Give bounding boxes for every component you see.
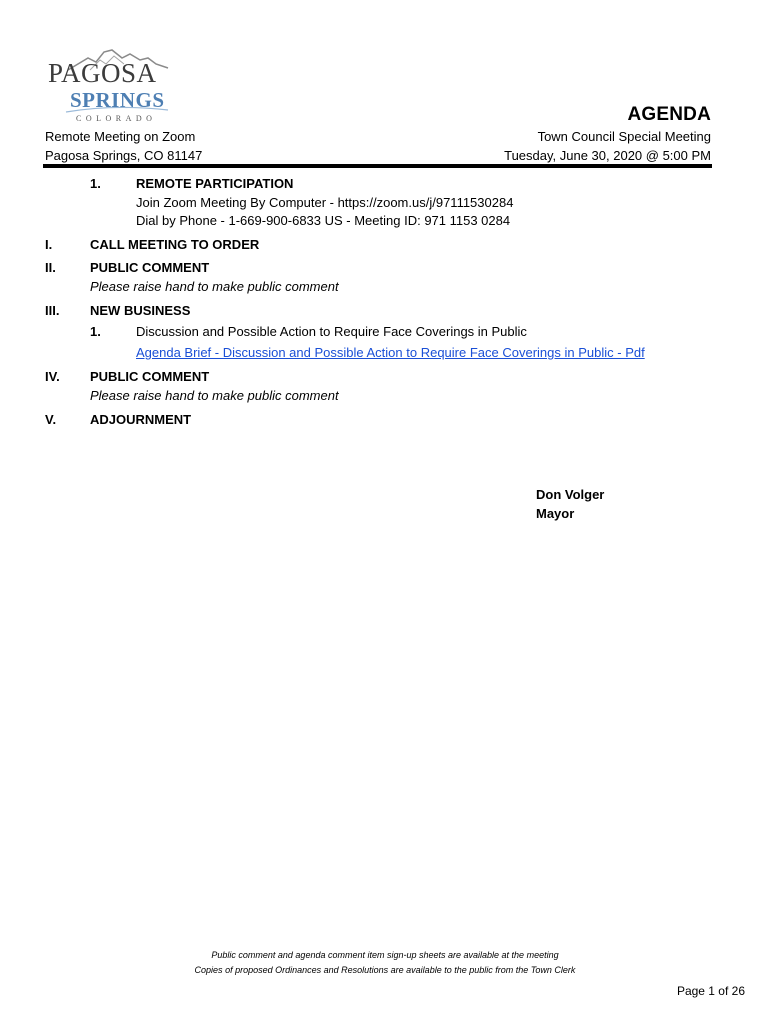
page-number: Page 1 of 26 <box>676 984 745 998</box>
section-title-adjournment: ADJOURNMENT <box>90 412 192 427</box>
section-note: Please raise hand to make public comment <box>90 279 339 294</box>
zoom-join-line: Join Zoom Meeting By Computer - https://zoom.us/j/97111530284 <box>136 195 514 210</box>
meeting-location: Remote Meeting on Zoom <box>45 129 196 144</box>
remote-item-number: 1. <box>90 176 101 191</box>
section-numeral: V. <box>45 412 57 427</box>
logo-colorado-text: COLORADO <box>76 114 157 123</box>
section-title-public-comment: PUBLIC COMMENT <box>90 260 210 275</box>
remote-item-title: REMOTE PARTICIPATION <box>136 176 294 191</box>
dial-in-line: Dial by Phone - 1-669-900-6833 US - Meeting ID: 971 1153 0284 <box>136 213 511 228</box>
section-numeral: I. <box>45 237 53 252</box>
section-numeral: III. <box>45 303 60 318</box>
meeting-type: Town Council Special Meeting <box>537 129 711 144</box>
signatory-title: Mayor <box>536 506 575 521</box>
header-divider <box>43 164 712 168</box>
town-logo <box>44 46 192 134</box>
section-note: Please raise hand to make public comment <box>90 388 339 403</box>
signatory-name: Don Volger <box>536 487 605 502</box>
business-item-number: 1. <box>90 324 101 339</box>
footer-note: Copies of proposed Ordinances and Resolutions are available to the public from the Town Clerk <box>194 965 576 975</box>
section-title-public-comment: PUBLIC COMMENT <box>90 369 210 384</box>
logo-pagosa-text: PAGOSA <box>48 58 157 88</box>
page-title: AGENDA <box>627 104 711 125</box>
agenda-brief-link[interactable]: Agenda Brief - Discussion and Possible Action to Require Face Coverings in Public - Pdf <box>136 345 645 360</box>
section-numeral: II. <box>45 260 56 275</box>
logo-springs-text: SPRINGS <box>70 88 165 112</box>
meeting-datetime: Tuesday, June 30, 2020 @ 5:00 PM <box>504 148 711 163</box>
section-title-call-to-order: CALL MEETING TO ORDER <box>90 237 260 252</box>
section-title-new-business: NEW BUSINESS <box>90 303 191 318</box>
business-item-text: Discussion and Possible Action to Require Face Coverings in Public <box>136 324 527 339</box>
meeting-address: Pagosa Springs, CO 81147 <box>45 148 203 163</box>
footer-note: Public comment and agenda comment item sign-up sheets are available at the meeting <box>211 950 559 960</box>
section-numeral: IV. <box>45 369 60 384</box>
